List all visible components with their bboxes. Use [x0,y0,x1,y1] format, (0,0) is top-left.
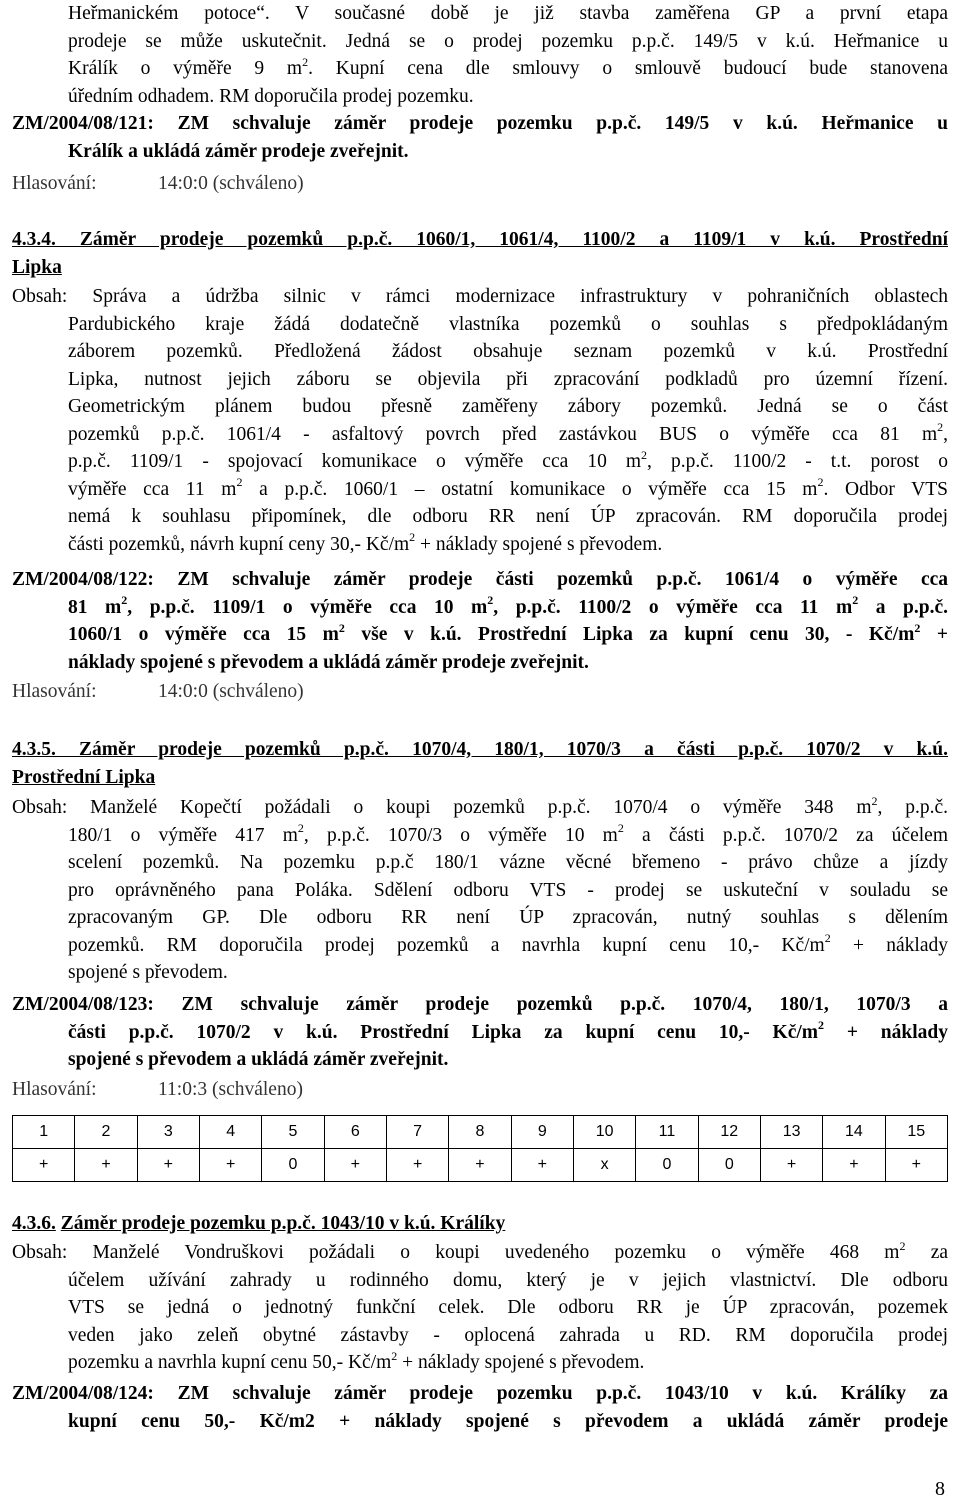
resolution-121 [12,110,948,165]
resolution-line: spojené s převodem a ukládá záměr zveřejnit. [68,1049,449,1070]
vote-table-vote-cell: 0 [698,1149,760,1182]
vote-table-members-row [13,1116,948,1149]
resolution-line: ZM/2004/08/123: ZM schvaluje záměr prodeje pozemků p.p.č. 1070/4, 180/1, 1070/3 a [12,994,948,1015]
resolution-124 [12,1380,948,1435]
vote-table-votes-row [13,1149,948,1182]
section-title-436 [12,1210,948,1238]
vote-table-vote-cell: + [324,1149,386,1182]
resolution-line: kupní cenu 50,- Kč/m2 + náklady spojené s převodem a ukládá záměr prodeje [68,1410,948,1432]
section-title-434 [12,226,948,281]
text-line: Lipka, nutnost jejich záboru se objevila při zpracování podkladů pro územní řízení. [68,368,948,390]
text-line: části pozemků, návrh kupní ceny 30,- $Kč/m^2$ + náklady spojené s převodem. [68,530,663,555]
resolution-line: 81 $m^2$, p.p.č. 1109/1 o výměře cca 10 $m^2$, p.p.č. 1100/2 o výměře cca 11 $m^2$ a p.p.č. [68,593,949,618]
vote-label: Hlasování: [12,173,97,194]
vote-table-member-cell: 2 [75,1116,137,1149]
resolution-122 [12,566,948,676]
text-line: Pardubického kraje žádá dodatečně vlastníka pozemků o souhlas s předpokládaným [68,313,948,335]
text-line: Obsah: Správa a údržba silnic v rámci modernizace infrastruktury v pohraničních oblastech [12,286,948,307]
vote-table-vote-cell: + [13,1149,75,1182]
resolution-line: ZM/2004/08/122: ZM schvaluje záměr prodeje části pozemků p.p.č. 1061/4 o výměře cca [12,569,948,590]
title-line [12,1210,948,1238]
text-line: prodeje se může uskutečnit. Jedná se o prodej pozemku p.p.č. 149/5 v k.ú. Heřmanice u [68,30,948,52]
section-content-436 [12,1239,948,1377]
vote-table-member-cell: 14 [823,1116,885,1149]
vote-table-member-cell: 1 [13,1116,75,1149]
vote-line [12,1076,948,1104]
text-line: pozemku a navrhla kupní cenu 50,- $Kč/m^2$ + náklady spojené s převodem. [68,1348,645,1373]
text-line: zpracovaným GP. Dle odboru RR není ÚP zpracován, nutný souhlas s dělením [68,907,948,928]
vote-value: 14:0:0 (schváleno) [158,173,304,194]
text-line: úředním odhadem. RM doporučila prodej pozemku. [68,85,474,107]
vote-table-member-cell: 11 [636,1116,698,1149]
resolution-line: náklady spojené s převodem a ukládá záměr prodeje zveřejnit. [68,651,589,673]
title-line: Prostřední Lipka [12,766,156,788]
vote-table-vote-cell: + [885,1149,947,1182]
vote-table-vote-cell: + [386,1149,448,1182]
title-line: 4.3.5. Záměr prodeje pozemků p.p.č. 1070/4, 180/1, 1070/3 a části p.p.č. 1070/2 v k.ú. [12,739,948,760]
vote-table-member-cell: 15 [885,1116,947,1149]
text-line: Obsah: Manželé Kopečtí požádali o koupi pozemků p.p.č. 1070/4 o výměře 348 $m^2$, p.p.č. [12,793,948,818]
section-content-435 [12,794,948,987]
vote-line [12,678,948,706]
vote-table-vote-cell: + [823,1149,885,1182]
vote-label: Hlasování: [12,681,97,702]
text-line: pro oprávněného pana Poláka. Sdělení odboru VTS - prodej se uskuteční v souladu se [68,879,948,901]
vote-value: 11:0:3 (schváleno) [158,1079,303,1100]
vote-table-member-cell: 8 [449,1116,511,1149]
text-line: Heřmanickém potoce“. V současné době je již stavba zaměřena GP a první etapa [68,3,948,24]
text-line: Králík o výměře 9 $m^2$. Kupní cena dle smlouvy o smlouvě budoucí bude stanovena [68,54,948,79]
vote-table-member-cell: 10 [573,1116,635,1149]
vote-table-vote-cell: 0 [262,1149,324,1182]
vote-table-member-cell: 12 [698,1116,760,1149]
text-line: Obsah: Manželé Vondruškovi požádali o koupi uvedeného pozemku o výměře 468 $m^2$ za [12,1238,949,1263]
resolution-line: ZM/2004/08/124: ZM schvaluje záměr prodeje pozemku p.p.č. 1043/10 v k.ú. Králíky za [12,1383,948,1404]
text-line: p.p.č. 1109/1 - spojovací komunikace o výměře cca 10 $m^2$, p.p.č. 1100/2 - t.t. porost o [68,447,948,472]
vote-line [12,170,948,198]
resolution-line: části p.p.č. 1070/2 v k.ú. Prostřední Lipka za kupní cenu 10,- $Kč/m^2$ + náklady [68,1018,948,1043]
vote-table-member-cell: 6 [324,1116,386,1149]
resolution-line: 1060/1 o výměře cca 15 $m^2$ vše v k.ú. Prostřední Lipka za kupní cenu 30, - $Kč/m^2$ + [68,620,948,645]
resolution-line: Králík a ukládá záměr prodeje zveřejnit. [68,140,409,162]
text-line: VTS se jedná o jednotný funkční celek. Dle odboru RR je ÚP zpracován, pozemek [68,1297,948,1318]
text-line: účelem užívání zahrady u rodinného domu, který je v jejich vlastnictví. Dle odboru [68,1269,948,1291]
section-content-434 [12,283,948,558]
section-heading: Záměr prodeje pozemku p.p.č. 1043/10 v k.ú. Králíky [60,1213,506,1234]
vote-table-member-cell: 9 [511,1116,573,1149]
vote-value: 14:0:0 (schváleno) [158,681,304,702]
vote-table-member-cell: 3 [137,1116,199,1149]
text-line: nemá k souhlasu připomínek, dle odboru RR není ÚP zpracován. RM doporučila prodej [68,506,948,527]
vote-table-vote-cell: + [449,1149,511,1182]
page-number: 8 [935,1478,945,1500]
vote-table-vote-cell: + [199,1149,261,1182]
text-line: výměře cca 11 $m^2$ a p.p.č. 1060/1 – ostatní komunikace o výměře cca 15 $m^2$. Odbor VTS [68,475,949,500]
vote-table-member-cell: 7 [386,1116,448,1149]
vote-table-member-cell: 5 [262,1116,324,1149]
resolution-line: ZM/2004/08/121: ZM schvaluje záměr prodeje pozemku p.p.č. 149/5 v k.ú. Heřmanice u [12,113,948,134]
vote-table-vote-cell: 0 [636,1149,698,1182]
text-line: pozemků. RM doporučila prodej pozemků a navrhla kupní cenu 10,- $Kč/m^2$ + náklady [68,931,948,956]
text-line: pozemků p.p.č. 1061/4 - asfaltový povrch před zastávkou BUS o výměře cca 81 $m^2$, [68,420,948,445]
vote-table-vote-cell: x [573,1149,635,1182]
vote-label: Hlasování: [12,1079,97,1100]
vote-table-vote-cell: + [137,1149,199,1182]
text-line: Geometrickým plánem budou přesně zaměřeny zábory pozemků. Jedná se o část [68,396,948,417]
text-line: scelení pozemků. Na pozemku p.p.č 180/1 vázne věcné břemeno - právo chůze a jízdy [68,852,948,873]
vote-summary-123 [12,1076,948,1104]
text-line: veden jako zeleň obytné zástavby - oplocená zahrada u RD. RM doporučila prodej [68,1324,948,1346]
vote-table-vote-cell: + [75,1149,137,1182]
vote-table-member-cell: 4 [199,1116,261,1149]
prev-section-text [12,0,948,110]
vote-table-member-cell: 13 [760,1116,822,1149]
section-number: 4.3.6. [12,1213,56,1234]
text-line: 180/1 o výměře 417 $m^2$, p.p.č. 1070/3 o výměře 10 $m^2$ a části p.p.č. 1070/2 za účelem [68,821,948,846]
vote-table-vote-cell: + [511,1149,573,1182]
title-line: Lipka [12,256,62,278]
vote-summary-122 [12,678,948,706]
text-line: spojené s převodem. [68,962,228,983]
vote-table [12,1115,948,1182]
vote-table-vote-cell: + [760,1149,822,1182]
text-line: záborem pozemků. Předložená žádost obsahuje seznam pozemků v k.ú. Prostřední [68,341,948,362]
vote-summary-121 [12,170,948,198]
resolution-123 [12,991,948,1074]
section-title-435 [12,736,948,791]
title-line: 4.3.4. Záměr prodeje pozemků p.p.č. 1060/1, 1061/4, 1100/2 a 1109/1 v k.ú. Prostřední [12,229,948,250]
